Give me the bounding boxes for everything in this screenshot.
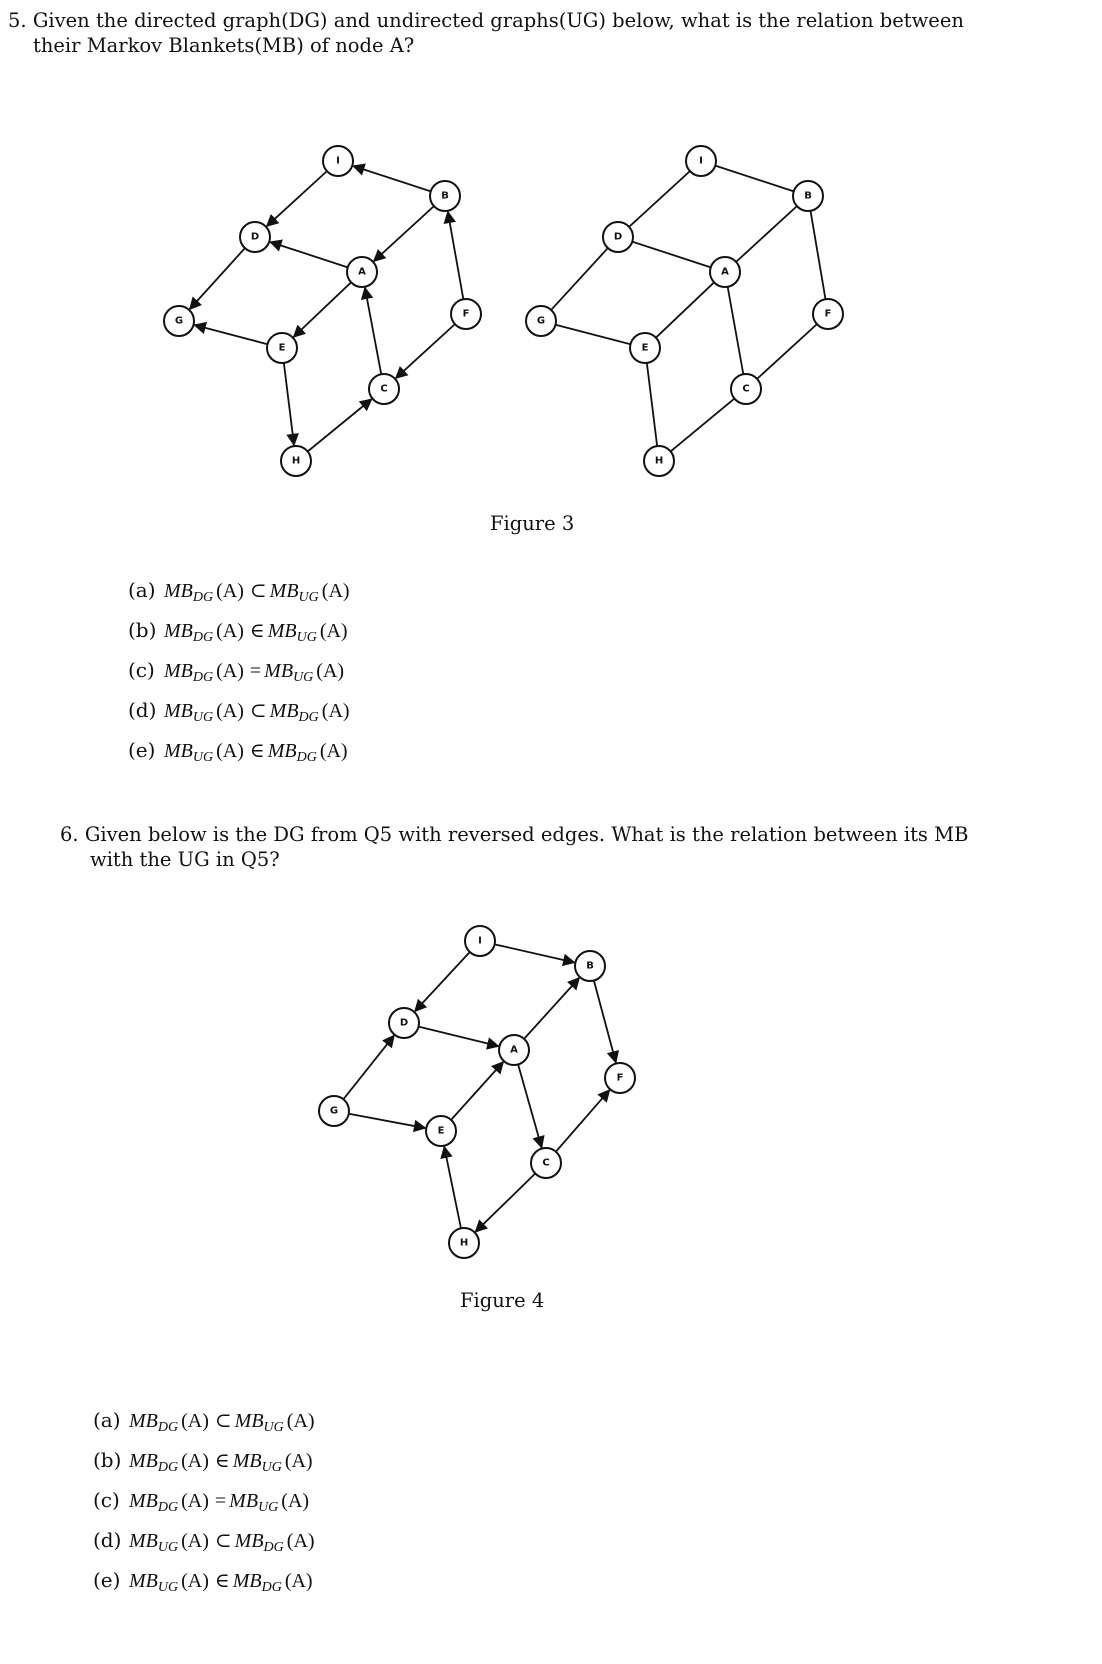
option-label: (d) <box>128 698 157 722</box>
node-label: G <box>536 315 546 327</box>
option-formula <box>129 1450 316 1475</box>
node-label: D <box>399 1017 409 1029</box>
formula-operator: ⊂ <box>249 580 267 602</box>
q6-option-d <box>93 1524 318 1564</box>
fig4-dg-node-h <box>449 1228 479 1258</box>
formula-right-subscript: DG <box>261 1580 282 1595</box>
formula-left-subscript: DG <box>157 1420 179 1435</box>
question-5-line-1: Given the directed graph(DG) and undirected graphs(UG) below, what is the relation between <box>32 9 964 32</box>
formula-right-subscript: UG <box>296 630 317 645</box>
formula-right-subscript: UG <box>261 1460 282 1475</box>
formula-right-arg: (A) <box>319 620 348 642</box>
formula-left-arg: (A) <box>216 620 244 642</box>
node-label: E <box>278 342 286 354</box>
option-label: (e) <box>93 1568 121 1592</box>
fig4-dg-edge-a-c <box>518 1064 542 1147</box>
formula-left-base: MB <box>129 1450 158 1472</box>
formula-right-arg: (A) <box>286 1410 315 1432</box>
fig4-dg-edge-d-a <box>419 1027 499 1047</box>
fig4-dg-edge-c-f <box>556 1090 610 1152</box>
formula-left-subscript: DG <box>157 1500 179 1515</box>
node-label: G <box>174 315 184 327</box>
formula-left-arg: (A) <box>216 700 244 722</box>
q6-option-b <box>93 1444 318 1484</box>
fig4-dg-node-b <box>575 951 605 981</box>
formula-operator: ∈ <box>249 620 265 642</box>
question-6-number: 6. <box>60 823 79 846</box>
formula-right-arg: (A) <box>321 700 350 722</box>
formula-left-base: MB <box>129 1570 158 1592</box>
fig4-dg-edge-g-e <box>349 1114 426 1128</box>
formula-left-arg: (A) <box>216 660 244 682</box>
q6-option-a <box>93 1404 318 1444</box>
formula-right-base: MB <box>229 1490 259 1512</box>
formula-right-arg: (A) <box>286 1530 315 1552</box>
node-label: I <box>336 155 340 167</box>
fig4-dg-node-c <box>531 1148 561 1178</box>
formula-left-base: MB <box>129 1530 158 1552</box>
formula-left-arg: (A) <box>181 1490 209 1512</box>
formula-right-arg: (A) <box>281 1490 310 1512</box>
question-6-line-2: with the UG in Q5? <box>90 848 280 871</box>
formula-right-base: MB <box>234 1530 264 1552</box>
question-5-line-2: their Markov Blankets(MB) of node A? <box>33 34 415 57</box>
formula-right-arg: (A) <box>319 740 348 762</box>
option-formula <box>129 1490 312 1515</box>
figure-3-caption: Figure 3 <box>490 512 575 535</box>
fig4-dg-edge-e-a <box>451 1062 503 1120</box>
formula-left-subscript: UG <box>192 710 214 725</box>
option-label: (c) <box>128 658 155 682</box>
formula-left-base: MB <box>129 1490 158 1512</box>
formula-operator: ∈ <box>249 740 265 762</box>
formula-operator: = <box>249 660 262 682</box>
node-label: C <box>380 383 388 395</box>
figure-4-caption: Figure 4 <box>460 1289 545 1312</box>
formula-operator: = <box>214 1490 227 1512</box>
formula-left-subscript: UG <box>157 1580 179 1595</box>
fig4-dg-edge-a-b <box>524 978 579 1039</box>
formula-left-subscript: DG <box>157 1460 179 1475</box>
fig4-dg-edge-c-h <box>475 1173 535 1231</box>
fig4-dg-edge-b-f <box>594 980 616 1062</box>
formula-left-subscript: DG <box>192 590 214 605</box>
option-formula <box>129 1530 318 1555</box>
formula-left-base: MB <box>164 700 193 722</box>
formula-right-base: MB <box>267 740 297 762</box>
q6-option-c <box>93 1484 318 1524</box>
formula-left-subscript: DG <box>192 630 214 645</box>
option-label: (c) <box>93 1488 120 1512</box>
node-label: C <box>542 1157 550 1169</box>
formula-right-subscript: DG <box>296 750 317 765</box>
option-label: (b) <box>128 618 157 642</box>
formula-left-subscript: DG <box>192 670 214 685</box>
fig4-dg-node-g <box>319 1096 349 1126</box>
formula-right-base: MB <box>269 580 299 602</box>
formula-right-arg: (A) <box>284 1570 313 1592</box>
formula-operator: ⊂ <box>214 1530 232 1552</box>
formula-left-arg: (A) <box>181 1410 209 1432</box>
fig4-dg-edge-i-d <box>415 952 470 1011</box>
formula-right-arg: (A) <box>321 580 350 602</box>
formula-left-arg: (A) <box>216 740 244 762</box>
formula-right-subscript: UG <box>263 1420 284 1435</box>
fig4-dg-edge-h-e <box>444 1147 461 1229</box>
formula-left-arg: (A) <box>181 1530 209 1552</box>
node-label: I <box>699 155 703 167</box>
node-label: D <box>250 231 260 243</box>
node-label: A <box>721 266 729 278</box>
node-label: G <box>329 1105 339 1117</box>
node-label: C <box>742 383 750 395</box>
q6-option-e <box>93 1564 318 1604</box>
formula-left-arg: (A) <box>181 1450 209 1472</box>
fig4-dg-node-a <box>499 1035 529 1065</box>
formula-right-base: MB <box>232 1570 262 1592</box>
node-label: F <box>616 1072 624 1084</box>
node-label: H <box>459 1237 469 1249</box>
node-label: F <box>462 308 470 320</box>
option-label: (e) <box>128 738 156 762</box>
formula-right-subscript: UG <box>298 590 319 605</box>
fig4-dg-edge-i-b <box>495 944 575 962</box>
formula-left-base: MB <box>164 740 193 762</box>
node-label: E <box>641 342 649 354</box>
question-6-options <box>93 1404 318 1604</box>
fig4-dg-node-d <box>389 1008 419 1038</box>
formula-operator: ∈ <box>214 1570 230 1592</box>
fig4-dg-edge-g-d <box>343 1036 394 1100</box>
option-formula <box>129 1410 318 1435</box>
formula-left-base: MB <box>164 580 193 602</box>
option-formula <box>129 1570 316 1595</box>
question-5-number: 5. <box>8 9 27 32</box>
node-label: B <box>586 960 594 972</box>
node-label: A <box>510 1044 518 1056</box>
formula-right-arg: (A) <box>316 660 345 682</box>
node-label: B <box>804 190 812 202</box>
formula-left-subscript: UG <box>192 750 214 765</box>
option-label: (a) <box>128 578 156 602</box>
formula-operator: ⊂ <box>249 700 267 722</box>
question-6-line-1: Given below is the DG from Q5 with reversed edges. What is the relation between its MB <box>84 823 969 846</box>
formula-left-base: MB <box>164 620 193 642</box>
formula-right-base: MB <box>269 700 299 722</box>
option-label: (b) <box>93 1448 122 1472</box>
formula-operator: ⊂ <box>214 1410 232 1432</box>
fig4-dg-node-i <box>465 926 495 956</box>
node-label: B <box>441 190 449 202</box>
formula-operator: ∈ <box>214 1450 230 1472</box>
node-label: E <box>437 1125 445 1137</box>
option-label: (a) <box>93 1408 121 1432</box>
formula-right-base: MB <box>234 1410 264 1432</box>
node-label: I <box>478 935 482 947</box>
formula-left-base: MB <box>164 660 193 682</box>
formula-right-base: MB <box>267 620 297 642</box>
formula-right-subscript: UG <box>293 670 314 685</box>
fig4-dg-node-f <box>605 1063 635 1093</box>
formula-left-subscript: UG <box>157 1540 179 1555</box>
node-label: H <box>654 455 664 467</box>
fig4-dg-node-e <box>426 1116 456 1146</box>
formula-left-arg: (A) <box>216 580 244 602</box>
node-label: A <box>358 266 366 278</box>
node-label: F <box>824 308 832 320</box>
formula-right-subscript: DG <box>298 710 319 725</box>
formula-left-arg: (A) <box>181 1570 209 1592</box>
formula-left-base: MB <box>129 1410 158 1432</box>
formula-right-base: MB <box>232 1450 262 1472</box>
formula-right-subscript: DG <box>263 1540 284 1555</box>
option-label: (d) <box>93 1528 122 1552</box>
formula-right-subscript: UG <box>258 1500 279 1515</box>
node-label: D <box>613 231 623 243</box>
formula-right-base: MB <box>264 660 294 682</box>
formula-right-arg: (A) <box>284 1450 313 1472</box>
node-label: H <box>291 455 301 467</box>
